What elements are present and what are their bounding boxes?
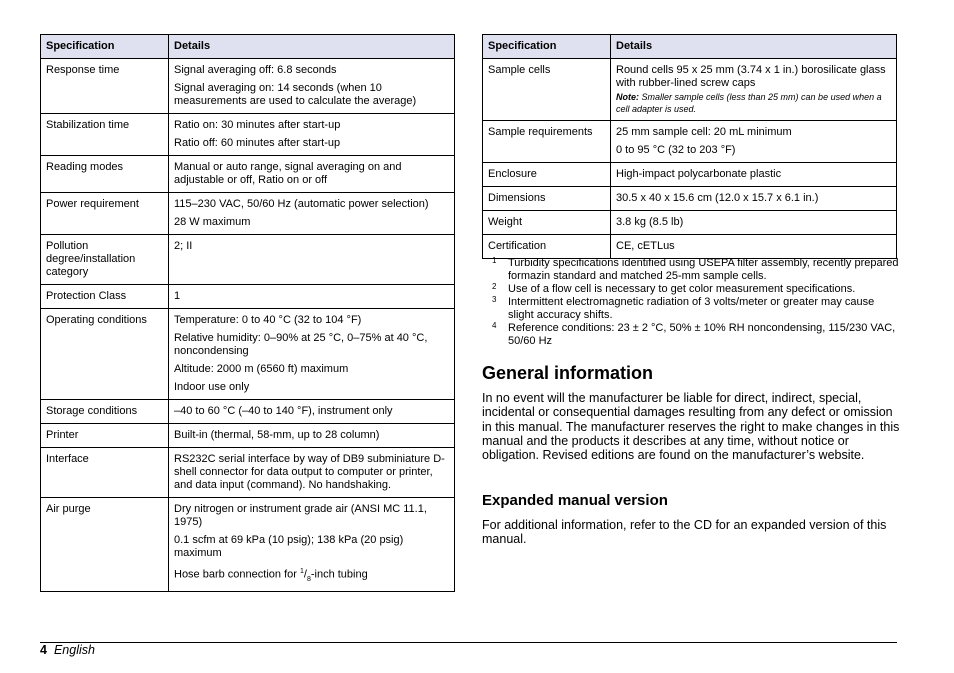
details-text: Built-in (thermal, 58-mm, up to 28 column) — [174, 429, 380, 441]
details-text: 28 W maximum — [174, 216, 251, 228]
spec-label: Pollution degree/installation category — [46, 240, 136, 278]
spec-cell — [483, 59, 611, 121]
details-text: Signal averaging off: 6.8 seconds — [174, 64, 337, 76]
general-information-text: In no event will the manufacturer be liable for direct, indirect, special, incidental or consequential damages resulting from any defect or omission in this manual. The manufacturer reserves the right to make changes in this manual and the products it describes at any time, without notice or obligation. Revised editions are found on the manufacturer’s website. — [482, 391, 900, 463]
footnotes — [491, 257, 901, 348]
details-text: Temperature: 0 to 40 °C (32 to 104 °F) — [174, 314, 362, 326]
footnote — [491, 283, 901, 296]
footnote-number: 3 — [492, 295, 497, 304]
table-row — [41, 424, 455, 448]
spec-label: Printer — [46, 429, 79, 441]
details-cell — [169, 424, 455, 448]
spec-label: Interface — [46, 453, 89, 465]
details-text: –40 to 60 °C (–40 to 140 °F), instrument only — [174, 405, 393, 417]
details-cell — [611, 121, 897, 163]
spec-cell — [41, 59, 169, 114]
table-header-row — [41, 35, 455, 59]
table-row — [41, 156, 455, 193]
table-row — [41, 59, 455, 114]
hose-suffix: -inch tubing — [310, 568, 368, 581]
spec-label: Sample cells — [488, 64, 551, 76]
note-label: Note: — [616, 92, 639, 102]
spec-cell — [483, 121, 611, 163]
spec-cell — [41, 400, 169, 424]
details-text: 2; II — [174, 240, 193, 252]
details-text: 0.1 scfm at 69 kPa (10 psig); 138 kPa (20 psig) maximum — [174, 534, 404, 559]
details-cell — [169, 235, 455, 285]
spec-label: Weight — [488, 216, 523, 228]
sample-cells-note — [616, 91, 891, 115]
spec-cell — [41, 498, 169, 592]
spec-cell — [41, 309, 169, 400]
spec-label: Response time — [46, 64, 120, 76]
spec-label: Protection Class — [46, 290, 127, 302]
spec-label: Air purge — [46, 503, 91, 515]
details-text: Ratio off: 60 minutes after start-up — [174, 137, 341, 149]
expanded-manual-text: For additional information, refer to the CD for an expanded version of this manual. — [482, 518, 887, 547]
footnote — [491, 257, 901, 283]
details-cell — [611, 59, 897, 121]
left-spec-table — [40, 34, 455, 592]
spec-label: Enclosure — [488, 168, 537, 180]
details-text: Ratio on: 30 minutes after start-up — [174, 119, 341, 131]
details-cell — [169, 309, 455, 400]
spec-cell — [41, 114, 169, 156]
details-text: RS232C serial interface by way of DB9 subminiature D-shell connector for data output to computer or printer, and data input (command). No handshaking. — [174, 453, 445, 491]
column-header: Specification — [483, 35, 611, 59]
footnote-text: Use of a flow cell is necessary to get color measurement specifications. — [508, 283, 856, 295]
table-header-row — [483, 35, 897, 59]
spec-label: Sample requirements — [488, 126, 593, 138]
table-row — [483, 187, 897, 211]
details-cell — [169, 59, 455, 114]
fraction-denominator: 8 — [306, 575, 311, 583]
table-row — [41, 114, 455, 156]
hose-prefix: Hose barb connection for — [174, 568, 300, 581]
details-cell — [169, 156, 455, 193]
details-text-hose: Hose barb connection for $^1/_8$-inch tubing — [174, 568, 368, 583]
spec-cell — [41, 424, 169, 448]
table-row — [41, 448, 455, 498]
details-cell — [169, 193, 455, 235]
table-row — [41, 285, 455, 309]
spec-cell — [41, 235, 169, 285]
fraction-numerator: 1 — [299, 568, 304, 575]
details-cell — [169, 498, 455, 592]
spec-cell — [41, 193, 169, 235]
spec-label: Storage conditions — [46, 405, 138, 417]
column-header: Details — [169, 35, 455, 59]
details-text: Round cells 95 x 25 mm (3.74 x 1 in.) borosilicate glass with rubber-lined screw caps — [616, 64, 886, 89]
column-header: Specification — [41, 35, 169, 59]
table-row — [483, 163, 897, 187]
details-cell — [169, 448, 455, 498]
spec-label: Stabilization time — [46, 119, 130, 131]
spec-cell — [483, 187, 611, 211]
note-text: Smaller sample cells (less than 25 mm) can be used when a cell adapter is used. — [616, 92, 882, 114]
details-text: 115–230 VAC, 50/60 Hz (automatic power selection) — [174, 198, 429, 210]
details-text: 0 to 95 °C (32 to 203 °F) — [616, 144, 736, 156]
table-row — [483, 59, 897, 121]
spec-label: Power requirement — [46, 198, 139, 210]
spec-cell — [41, 285, 169, 309]
footnote — [491, 296, 901, 322]
spec-label: Dimensions — [488, 192, 546, 204]
details-cell — [611, 163, 897, 187]
details-text: Indoor use only — [174, 381, 250, 393]
spec-cell — [41, 156, 169, 193]
details-text: CE, cETLus — [616, 240, 675, 252]
spec-cell — [483, 163, 611, 187]
spec-label: Reading modes — [46, 161, 124, 173]
footnote-text: Intermittent electromagnetic radiation of 3 volts/meter or greater may cause slight accuracy shifts. — [508, 296, 875, 321]
footer-language: English — [53, 643, 95, 657]
spec-cell — [41, 448, 169, 498]
details-text: High-impact polycarbonate plastic — [616, 168, 782, 180]
footnote-text: Turbidity specifications identified using USEPA filter assembly, recently prepared formazin standard and matched 25-mm sample cells. — [508, 257, 899, 282]
details-cell — [611, 187, 897, 211]
details-cell — [169, 285, 455, 309]
details-text: 30.5 x 40 x 15.6 cm (12.0 x 15.7 x 6.1 in.) — [616, 192, 819, 204]
table-row — [483, 121, 897, 163]
footnote-text: Reference conditions: 23 ± 2 °C, 50% ± 10% RH noncondensing, 115/230 VAC, 50/60 Hz — [508, 322, 896, 347]
details-text: Signal averaging on: 14 seconds (when 10 measurements are used to calculate the average) — [174, 82, 417, 107]
details-cell — [169, 400, 455, 424]
spec-cell — [483, 211, 611, 235]
footnote-number: 1 — [492, 256, 497, 265]
details-text: Dry nitrogen or instrument grade air (ANSI MC 11.1, 1975) — [174, 503, 427, 528]
details-cell — [611, 235, 897, 259]
table-row — [41, 498, 455, 592]
table-row — [41, 400, 455, 424]
general-information-heading: General information — [482, 363, 654, 383]
table-row — [41, 193, 455, 235]
table-row — [483, 211, 897, 235]
table-row — [483, 235, 897, 259]
expanded-manual-heading: Expanded manual version — [482, 492, 668, 509]
details-text: 3.8 kg (8.5 lb) — [616, 216, 684, 228]
footnote-number: 4 — [492, 321, 497, 330]
table-row — [41, 309, 455, 400]
page-number: 4 — [40, 643, 47, 657]
table-row — [41, 235, 455, 285]
spec-cell — [483, 235, 611, 259]
details-cell — [611, 211, 897, 235]
right-spec-table — [482, 34, 897, 259]
details-cell — [169, 114, 455, 156]
column-header: Details — [611, 35, 897, 59]
spec-label: Certification — [488, 240, 547, 252]
details-text: 1 — [174, 290, 181, 302]
footnote-number: 2 — [492, 282, 497, 291]
page-footer — [40, 643, 95, 657]
details-text: Manual or auto range, signal averaging on and adjustable or off, Ratio on or off — [174, 161, 402, 186]
details-text: 25 mm sample cell: 20 mL minimum — [616, 126, 792, 138]
footer-divider — [40, 642, 897, 643]
details-text: Altitude: 2000 m (6560 ft) maximum — [174, 363, 349, 375]
footnote — [491, 322, 901, 348]
details-text: Relative humidity: 0–90% at 25 °C, 0–75% at 40 °C, noncondensing — [174, 332, 428, 357]
spec-label: Operating conditions — [46, 314, 147, 326]
